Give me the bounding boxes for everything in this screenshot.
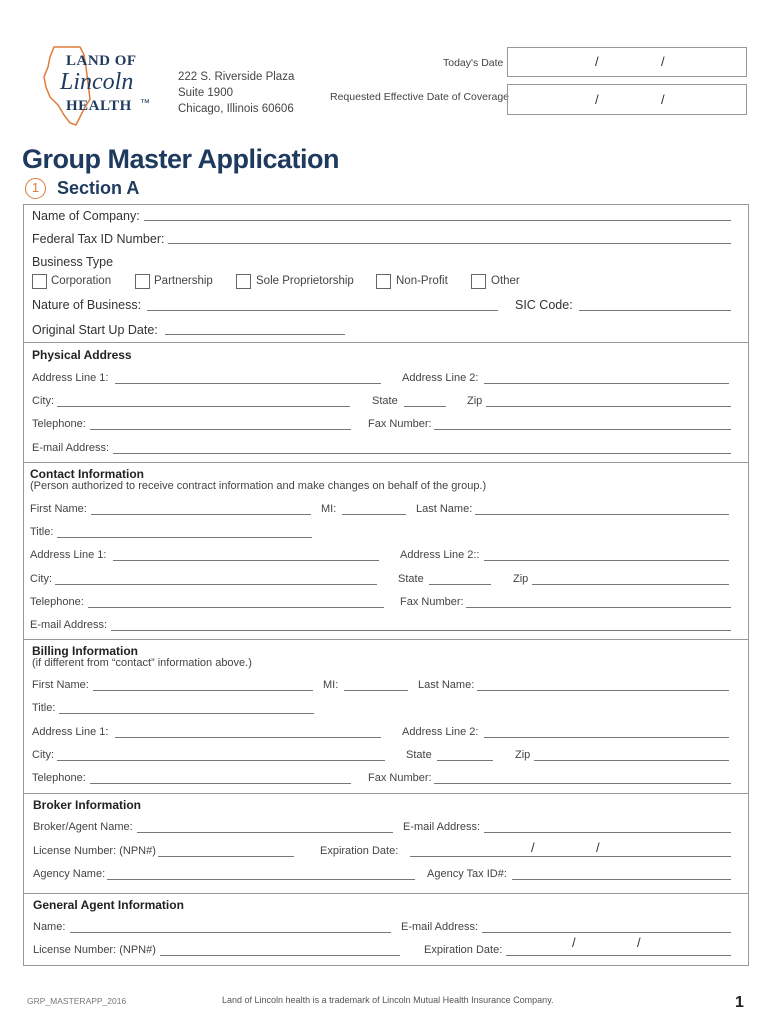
start-date-label: Original Start Up Date: — [32, 323, 158, 337]
sic-code-input[interactable] — [579, 310, 731, 311]
broker-agency-label: Agency Name: — [33, 868, 106, 880]
broker-email-label: E-mail Address: — [403, 821, 481, 833]
logo-line3: HEALTH — [66, 98, 132, 114]
effective-date-label: Requested Effective Date of Coverage — [330, 91, 509, 103]
billing-header: Billing Information — [32, 644, 138, 658]
billing-zip-label: Zip — [515, 749, 531, 761]
effective-date-field[interactable] — [507, 84, 747, 115]
billing-addr2-label: Address Line 2: — [402, 726, 479, 738]
physical-fax-input[interactable] — [434, 429, 731, 430]
contact-title-input[interactable] — [57, 537, 312, 538]
billing-fax-label: Fax Number: — [368, 772, 432, 784]
broker-expiration-label: Expiration Date: — [320, 845, 399, 857]
date-slash: / — [661, 54, 665, 69]
broker-agent-input[interactable] — [137, 832, 393, 833]
contact-email-label: E-mail Address: — [30, 619, 108, 631]
physical-addr1-input[interactable] — [115, 383, 381, 384]
other-checkbox[interactable] — [471, 274, 486, 289]
billing-phone-input[interactable] — [90, 783, 351, 784]
physical-fax-label: Fax Number: — [368, 418, 432, 430]
general-agent-license-input[interactable] — [160, 955, 400, 956]
physical-zip-label: Zip — [467, 395, 483, 407]
contact-first-input[interactable] — [91, 514, 311, 515]
page-title: Group Master Application — [22, 144, 340, 174]
general-agent-expiration-label: Expiration Date: — [424, 944, 503, 956]
billing-first-input[interactable] — [93, 690, 313, 691]
physical-email-label: E-mail Address: — [32, 442, 110, 454]
billing-title-label: Title: — [32, 702, 56, 714]
physical-state-input[interactable] — [404, 406, 446, 407]
contact-fax-label: Fax Number: — [400, 596, 464, 608]
contact-zip-label: Zip — [513, 573, 529, 585]
company-address — [178, 69, 294, 117]
non-profit-label: Non-Profit — [396, 275, 448, 287]
general-agent-header: General Agent Information — [33, 898, 184, 912]
broker-agency-input[interactable] — [107, 879, 415, 880]
nature-of-business-input[interactable] — [147, 310, 498, 311]
general-agent-expiration-input[interactable] — [506, 955, 731, 956]
billing-first-label: First Name: — [32, 679, 89, 691]
contact-phone-input[interactable] — [88, 607, 384, 608]
contact-zip-input[interactable] — [532, 584, 729, 585]
contact-addr2-label: Address Line 2:: — [400, 549, 480, 561]
broker-license-input[interactable] — [158, 856, 294, 857]
physical-address-header: Physical Address — [32, 348, 132, 362]
date-slash: / — [572, 935, 576, 950]
physical-addr2-input[interactable] — [484, 383, 729, 384]
physical-city-input[interactable] — [57, 406, 350, 407]
general-agent-name-label: Name: — [33, 921, 66, 933]
contact-city-input[interactable] — [55, 584, 377, 585]
contact-header: Contact Information — [30, 467, 144, 481]
contact-first-label: First Name: — [30, 503, 87, 515]
contact-addr2-input[interactable] — [484, 560, 729, 561]
billing-phone-label: Telephone: — [32, 772, 86, 784]
corporation-checkbox[interactable] — [32, 274, 47, 289]
billing-mi-label: MI: — [323, 679, 339, 691]
contact-mi-label: MI: — [321, 503, 337, 515]
general-agent-name-input[interactable] — [70, 932, 391, 933]
broker-header: Broker Information — [33, 798, 142, 812]
contact-addr1-label: Address Line 1: — [30, 549, 107, 561]
broker-license-label: License Number: (NPN#) — [33, 845, 156, 857]
physical-state-label: State — [372, 395, 398, 407]
contact-email-input[interactable] — [111, 630, 731, 631]
logo-line2: Lincoln — [60, 69, 134, 95]
physical-addr2-label: Address Line 2: — [402, 372, 479, 384]
contact-note: (Person authorized to receive contract information and make changes on behalf of the group.) — [30, 480, 487, 492]
tax-id-input[interactable] — [168, 243, 731, 244]
physical-zip-input[interactable] — [486, 406, 731, 407]
billing-note: (if different from “contact” information above.) — [32, 657, 252, 669]
broker-agency-tax-label: Agency Tax ID#: — [427, 868, 507, 880]
date-slash: / — [595, 92, 599, 107]
broker-agency-tax-input[interactable] — [512, 879, 731, 880]
address-line3: Chicago, Illinois 60606 — [178, 103, 294, 115]
general-agent-license-label: License Number: (NPN#) — [33, 944, 156, 956]
billing-city-input[interactable] — [57, 760, 385, 761]
physical-addr1-label: Address Line 1: — [32, 372, 109, 384]
broker-email-input[interactable] — [484, 832, 731, 833]
contact-fax-input[interactable] — [466, 607, 731, 608]
date-slash: / — [637, 935, 641, 950]
general-agent-email-input[interactable] — [482, 932, 731, 933]
page-number: 1 — [735, 994, 744, 1011]
general-agent-email-label: E-mail Address: — [401, 921, 479, 933]
contact-title-label: Title: — [30, 526, 54, 538]
partnership-label: Partnership — [154, 275, 213, 287]
sole-proprietorship-checkbox[interactable] — [236, 274, 251, 289]
billing-addr2-input[interactable] — [484, 737, 729, 738]
contact-phone-label: Telephone: — [30, 596, 84, 608]
todays-date-field[interactable] — [507, 47, 747, 77]
contact-city-label: City: — [30, 573, 52, 585]
physical-phone-input[interactable] — [90, 429, 351, 430]
address-line1: 222 S. Riverside Plaza — [178, 71, 295, 83]
corporation-label: Corporation — [51, 275, 112, 287]
trademark-notice: Land of Lincoln health is a trademark of Lincoln Mutual Health Insurance Company. — [222, 995, 554, 1005]
start-date-input[interactable] — [165, 334, 345, 335]
form-code: GRP_MASTERAPP_2016 — [27, 996, 127, 1006]
logo — [40, 43, 160, 128]
contact-last-label: Last Name: — [416, 503, 473, 515]
billing-state-label: State — [406, 749, 432, 761]
broker-expiration-input[interactable] — [410, 856, 731, 857]
company-name-input[interactable] — [144, 220, 731, 221]
contact-mi-input[interactable] — [342, 514, 406, 515]
billing-fax-input[interactable] — [434, 783, 731, 784]
todays-date-label: Today's Date — [443, 57, 504, 69]
sic-code-label: SIC Code: — [515, 298, 573, 312]
business-type-label: Business Type — [32, 255, 114, 269]
date-slash: / — [596, 840, 600, 855]
contact-state-label: State — [398, 573, 424, 585]
contact-last-input[interactable] — [475, 514, 729, 515]
section-number-badge — [25, 178, 46, 199]
address-line2: Suite 1900 — [178, 87, 233, 99]
billing-last-input[interactable] — [477, 690, 729, 691]
date-slash: / — [661, 92, 665, 107]
section-title: Section A — [57, 178, 140, 198]
contact-addr1-input[interactable] — [113, 560, 379, 561]
billing-zip-input[interactable] — [534, 760, 729, 761]
billing-title-input[interactable] — [59, 713, 314, 714]
non-profit-checkbox[interactable] — [376, 274, 391, 289]
logo-tm: ™ — [140, 98, 150, 109]
nature-of-business-label: Nature of Business: — [32, 298, 142, 312]
physical-city-label: City: — [32, 395, 54, 407]
partnership-checkbox[interactable] — [135, 274, 150, 289]
logo-line1: LAND OF — [66, 53, 137, 69]
billing-state-input[interactable] — [437, 760, 493, 761]
contact-state-input[interactable] — [429, 584, 491, 585]
date-slash: / — [531, 840, 535, 855]
physical-email-input[interactable] — [113, 453, 731, 454]
section-number: 1 — [31, 180, 40, 195]
company-name-label: Name of Company: — [32, 209, 140, 223]
tax-id-label: Federal Tax ID Number: — [32, 232, 165, 246]
billing-addr1-input[interactable] — [115, 737, 381, 738]
date-slash: / — [595, 54, 599, 69]
other-label: Other — [491, 275, 520, 287]
billing-mi-input[interactable] — [344, 690, 408, 691]
billing-city-label: City: — [32, 749, 54, 761]
physical-phone-label: Telephone: — [32, 418, 86, 430]
billing-addr1-label: Address Line 1: — [32, 726, 109, 738]
billing-last-label: Last Name: — [418, 679, 475, 691]
sole-proprietorship-label: Sole Proprietorship — [256, 275, 354, 287]
broker-agent-label: Broker/Agent Name: — [33, 821, 133, 833]
